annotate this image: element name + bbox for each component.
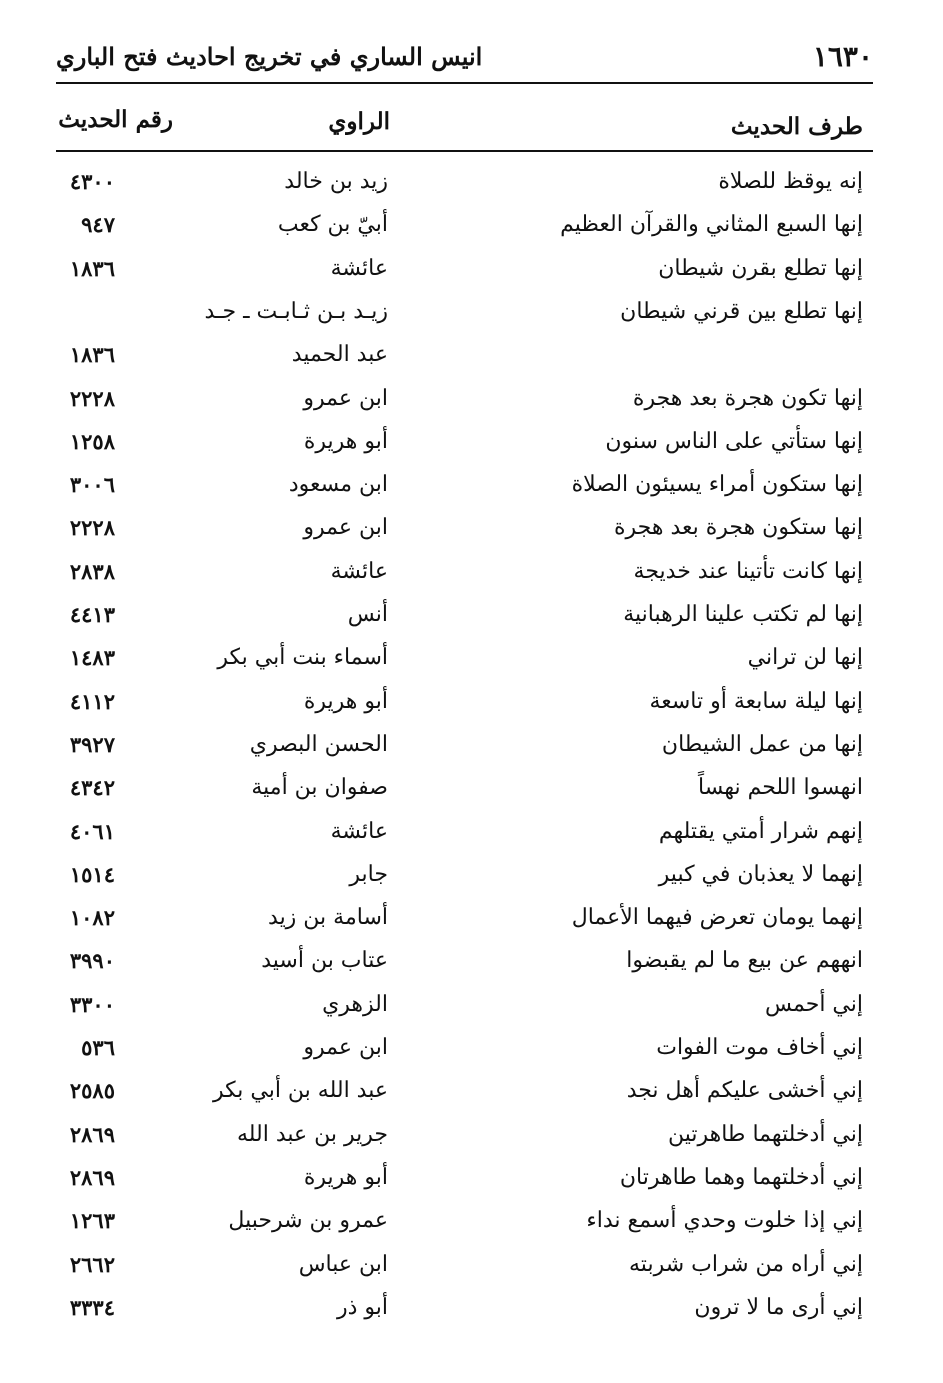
hadith-text: إنها ليلة سابعة أو تاسعة	[649, 688, 863, 714]
column-header-narrator: الراوي	[328, 108, 390, 135]
narrator: زيد بن خالد	[284, 169, 388, 194]
hadith-text: إنها ستكون أمراء يسيئون الصلاة	[571, 472, 863, 498]
narrator: أبو هريرة	[303, 428, 388, 454]
hadith-text: إنها من عمل الشيطان	[661, 731, 863, 757]
hadith-number: ٤١١٢	[69, 688, 115, 714]
hadith-text: إني أراه من شراب شربته	[629, 1251, 863, 1277]
hadith-text: إني إذا خلوت وحدي أسمع نداء	[586, 1208, 863, 1234]
hadith-number: ٤٤١٣	[69, 602, 115, 627]
hadith-text: إني أخشى عليكم أهل نجد	[626, 1078, 863, 1104]
hadith-number: ١٠٨٢	[69, 905, 115, 931]
narrator: أبيّ بن كعب	[277, 212, 388, 238]
narrator: ابن عباس	[298, 1251, 388, 1277]
hadith-text: إني أدخلتهما وهما طاهرتان	[619, 1164, 863, 1190]
hadith-number: ١٨٣٦	[69, 255, 115, 281]
hadith-text: إنهم شرار أمتي يقتلهم	[658, 818, 863, 844]
table-row	[0, 508, 943, 548]
hadith-text: إني أخاف موت الفوات	[656, 1035, 863, 1060]
hadith-number: ٢٢٢٨	[69, 515, 115, 541]
table-row	[0, 1071, 943, 1111]
hadith-number: ٣٠٠٦	[69, 472, 115, 498]
hadith-text: إنهما يومان تعرض فيهما الأعمال	[571, 905, 863, 931]
hadith-text: إنها تطلع بقرن شيطان	[658, 255, 863, 281]
narrator: عمرو بن شرحبيل	[228, 1208, 388, 1234]
hadith-text: إنها ستكون هجرة بعد هجرة	[613, 515, 863, 541]
hadith-number: ٣٣٠٠	[69, 991, 115, 1017]
hadith-text: إنه يوقظ للصلاة	[718, 169, 863, 194]
hadith-number: ١٤٨٣	[69, 645, 115, 671]
table-row	[0, 682, 943, 722]
hadith-number: ٢٨٦٩	[69, 1164, 115, 1190]
table-row	[0, 335, 943, 375]
table-row	[0, 162, 943, 202]
table-row	[0, 941, 943, 981]
table-row	[0, 552, 943, 592]
narrator: أبو هريرة	[303, 688, 388, 714]
narrator: أسامة بن زيد	[268, 905, 388, 931]
book-title: انيس الساري في تخريج احاديث فتح الباري	[56, 42, 483, 71]
table-row	[0, 1245, 943, 1285]
hadith-number: ١٢٦٣	[69, 1208, 115, 1234]
narrator: عائشة	[330, 818, 388, 844]
hadith-number: ٢٨٣٨	[69, 558, 115, 584]
table-row	[0, 898, 943, 938]
hadith-number: ٣٩٩٠	[69, 948, 115, 974]
table-row	[0, 1201, 943, 1241]
narrator: صفوان بن أمية	[251, 775, 388, 801]
hadith-text: إني أدخلتهما طاهرتين	[667, 1121, 863, 1147]
table-row	[0, 855, 943, 895]
table-row	[0, 379, 943, 419]
narrator: ابن مسعود	[288, 472, 388, 498]
hadith-text: انههم عن بيع ما لم يقبضوا	[626, 948, 863, 974]
narrator: عائشة	[330, 558, 388, 584]
hadith-text: إنها ستأتي على الناس سنون	[605, 428, 863, 454]
hadith-text: إني أرى ما لا ترون	[694, 1294, 863, 1320]
narrator: أبو هريرة	[303, 1164, 388, 1190]
narrator: الزهري	[322, 991, 388, 1017]
narrator: عائشة	[330, 255, 388, 281]
table-row	[0, 812, 943, 852]
table-row	[0, 985, 943, 1025]
hadith-number: ٩٤٧	[81, 212, 115, 238]
narrator: زيـد بـن ثـابـت ـ جـد	[204, 298, 388, 324]
column-header-hadith: طرف الحديث	[730, 113, 863, 140]
hadith-number: ٣٣٣٤	[69, 1294, 115, 1320]
narrator: ابن عمرو	[303, 1035, 388, 1060]
hadith-text: إنها تطلع بين قرني شيطان	[620, 298, 863, 324]
narrator: جرير بن عبد الله	[236, 1121, 388, 1147]
narrator: عتاب بن أسيد	[261, 948, 388, 974]
hadith-text: إنها لن تراني	[747, 645, 863, 671]
table-row	[0, 1158, 943, 1198]
hadith-number: ١٨٣٦	[69, 342, 115, 368]
hadith-number: ٢٨٦٩	[69, 1121, 115, 1147]
table-row	[0, 205, 943, 245]
table-row	[0, 595, 943, 635]
narrator: ابن عمرو	[303, 385, 388, 411]
narrator: أبو ذر	[336, 1294, 388, 1320]
hadith-number: ١٥١٤	[69, 861, 115, 887]
table-row	[0, 768, 943, 808]
narrator: عبد الله بن أبي بكر	[212, 1078, 388, 1104]
hadith-number: ٢٥٨٥	[69, 1078, 115, 1104]
hadith-number: ١٢٥٨	[69, 428, 115, 454]
narrator: عبد الحميد	[291, 342, 388, 368]
hadith-number: ٤٣٠٠	[69, 169, 115, 194]
table-row	[0, 1028, 943, 1068]
narrator: جابر	[349, 861, 388, 887]
table-row	[0, 638, 943, 678]
page-number: ١٦٣٠	[812, 40, 873, 73]
hadith-number: ٤٣٤٢	[69, 775, 115, 801]
narrator: أنس	[347, 602, 388, 627]
table-row	[0, 1288, 943, 1328]
table-row	[0, 465, 943, 505]
hadith-number: ٣٩٢٧	[69, 731, 115, 757]
narrator: ابن عمرو	[303, 515, 388, 541]
hadith-number: ٢٢٢٨	[69, 385, 115, 411]
hadith-text: إنها كانت تأتينا عند خديجة	[633, 558, 863, 584]
hadith-text: إنها السبع المثاني والقرآن العظيم	[560, 212, 863, 238]
hadith-number: ٤٠٦١	[69, 818, 115, 844]
hadith-number: ٥٣٦	[81, 1035, 115, 1060]
table-row	[0, 725, 943, 765]
hadith-text: إني أحمس	[764, 991, 863, 1017]
table-row	[0, 249, 943, 289]
hadith-number: ٢٦٦٢	[69, 1251, 115, 1277]
table-row	[0, 292, 943, 332]
hadith-text: إنهما لا يعذبان في كبير	[658, 861, 863, 887]
hadith-text: إنها تكون هجرة بعد هجرة	[632, 385, 863, 411]
column-header-number: رقم الحديث	[58, 106, 173, 133]
hadith-text: إنها لم تكتب علينا الرهبانية	[623, 602, 863, 627]
table-row	[0, 422, 943, 462]
narrator: الحسن البصري	[249, 731, 388, 757]
narrator: أسماء بنت أبي بكر	[217, 645, 388, 671]
table-row	[0, 1115, 943, 1155]
hadith-text: انهسوا اللحم نهساً	[698, 775, 863, 801]
